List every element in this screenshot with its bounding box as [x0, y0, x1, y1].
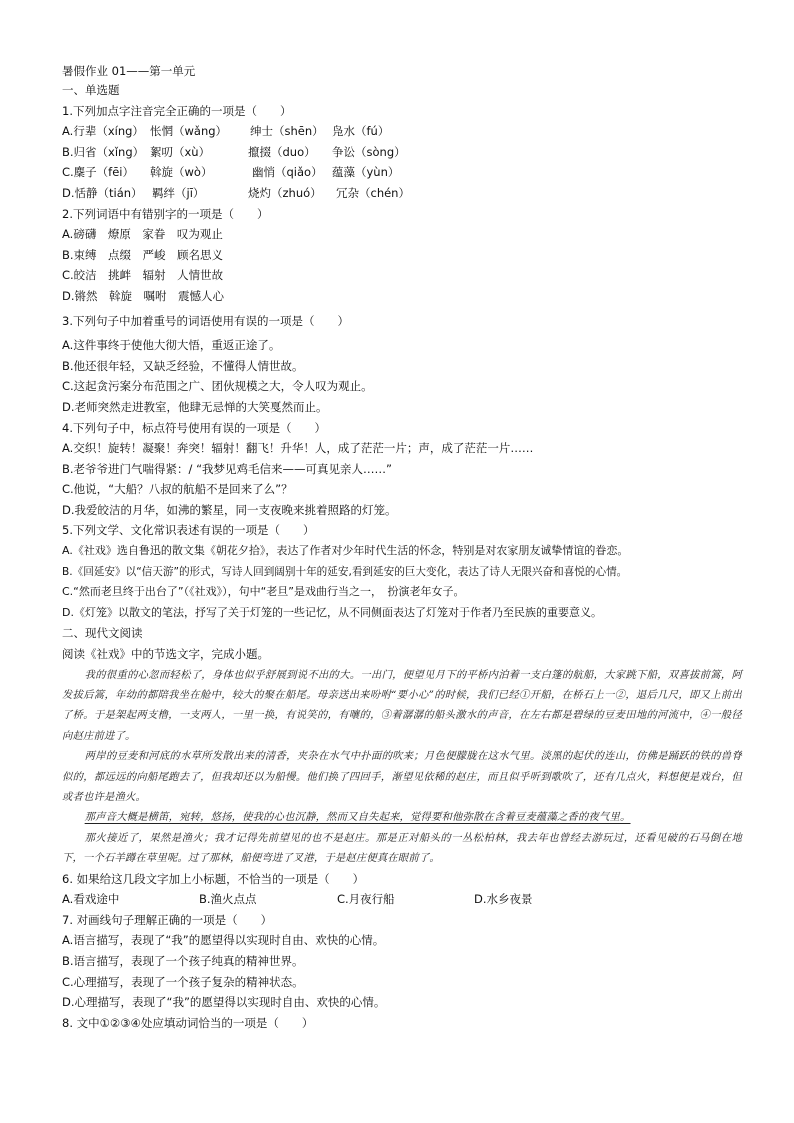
option-item: A.这件事终于使他大彻大悟，重返正途了。 — [62, 338, 281, 353]
question-2-stem: 2.下列词语中有错别字的一项是（ ） — [62, 206, 269, 221]
option-item: 绅士（shēn） — [250, 124, 324, 139]
option-item: D.恬静（tián） — [62, 185, 143, 200]
option-item: 幽悄（qiǎo） — [252, 165, 323, 180]
question-4-stem: 4.下列句子中，标点符号使用有误的一项是（ ） — [62, 420, 326, 435]
reading-passage — [62, 665, 742, 869]
passage-paragraph: 我的很重的心忽而轻松了，身体也似乎舒展到说不出的大。一出门，便望见月下的平桥内泊着一支白篷的航船，大家跳下船，双喜拔前篙，阿发拔后篙，年幼的都陪我坐在舱中，较大的聚在船尾。母亲送出来吩咐“要小心”的时候，我们已经①开船，在桥石上一②，退后几尺，即又上前出了桥。于是架起两支橹，一支两人，一里一换，有说笑的，有嚷的，③着潺潺的船头激水的声音，在左右都是碧绿的豆麦田地的河流中，④一般径向赵庄前进了。 — [62, 668, 742, 742]
option-item: C.心理描写，表现了一个孩子复杂的精神状态。 — [62, 974, 304, 989]
option-item: 攛掇（duo） — [248, 144, 316, 159]
option-item: 冗杂（chén） — [336, 185, 410, 200]
question-1-options — [62, 121, 742, 203]
option-item: C.他说，“大船？八叔的航船不是回来了么”？ — [62, 482, 293, 497]
section-heading-reading: 二、现代文阅读 — [62, 626, 143, 641]
question-3-stem: 3.下列句子中加着重号的词语使用有误的一项是（ ） — [62, 313, 349, 328]
section-heading-single-choice: 一、单选题 — [62, 83, 120, 97]
question-6-stem: 6. 如果给这几段文字加上小标题，不恰当的一项是（ ） — [62, 871, 365, 886]
option-item: C.月夜行船 — [337, 892, 395, 907]
option-item: C.皎洁 挑衅 辐射 人情世故 — [62, 268, 224, 283]
option-item: B.束缚 点缀 严峻 顾名思义 — [62, 247, 224, 262]
option-item: D.水乡夜景 — [474, 892, 533, 907]
reading-intro: 阅读《社戏》中的节选文字，完成小题。 — [62, 647, 269, 662]
option-item: 怅惘（wǎng） — [150, 124, 228, 139]
worksheet-title: 暑假作业 01——第一单元 — [62, 64, 196, 78]
option-item: D.我爱皎洁的月华，如沸的繁星，同一支夜晚来挑着照路的灯笼。 — [62, 502, 397, 517]
underlined-sentence: 那声音大概是横笛，宛转，悠扬，使我的心也沉静，然而又自失起来，觉得要和他弥散在含着豆麦蕴藻之香的夜气里。 — [84, 811, 631, 824]
question-7-stem: 7. 对画线句子理解正确的一项是（ ） — [62, 912, 273, 927]
option-item: B.老爷爷进门气喘得紧：/ “我梦见鸡毛信来——可真见亲人……” — [62, 461, 392, 476]
question-5-stem: 5.下列文学、文化常识表述有误的一项是（ ） — [62, 523, 315, 538]
option-item: 凫水（fú） — [332, 124, 390, 139]
passage-paragraph: 那火接近了，果然是渔火；我才记得先前望见的也不是赵庄。那是正对船头的一丛松柏林，我去年也曾经去游玩过，还看见破的石马倒在地下，一个石羊蹲在草里呢。过了那林，船便弯进了叉港，于是赵庄便真在眼前了。 — [62, 831, 742, 865]
option-item: A.磅礴 燎原 家眷 叹为观止 — [62, 227, 223, 242]
option-item: 烧灼（zhuó） — [248, 185, 322, 200]
option-item: C.这起贪污案分布范围之广、团伙规模之大，令人叹为观止。 — [62, 379, 373, 394]
passage-paragraph: 两岸的豆麦和河底的水草所发散出来的清香，夹杂在水气中扑面的吹来；月色便朦胧在这水气里。淡黑的起伏的连山，仿佛是踊跃的铁的兽脊似的，都远远的向船尾跑去了，但我却还以为船慢。他们换了四回手，渐望见依稀的赵庄，而且似乎听到歌吹了，还有几点火，料想便是戏台，但或者也许是渔火。 — [62, 750, 742, 804]
option-row — [62, 183, 742, 204]
option-item: D.老师突然走进教室，他肆无忌惮的大笑戛然而止。 — [62, 399, 328, 414]
option-item: B.《回延安》以“信天游”的形式，写诗人回到阔别十年的延安,看到延安的巨大变化，表达了诗人无限兴奋和喜悦的心情。 — [62, 565, 628, 578]
option-item: 蕴藻（yùn） — [332, 165, 400, 180]
worksheet-page — [62, 62, 742, 1033]
option-item: C.麇子（fēi） — [62, 165, 135, 180]
option-row — [62, 162, 742, 183]
option-item: 争讼（sòng） — [332, 144, 406, 159]
option-item: A.看戏途中 — [62, 892, 120, 907]
question-6-options — [62, 889, 742, 910]
question-1-stem: 1.下列加点字注音完全正确的一项是（ ） — [62, 103, 292, 118]
option-row — [62, 121, 742, 142]
option-item: D.心理描写，表现了“我”的愿望得以实现时自由、欢快的心情。 — [62, 995, 386, 1010]
option-item: A.《社戏》选自鲁迅的散文集《朝花夕拾》，表达了作者对少年时代生活的怀念，特别是对农家朋友诚挚情谊的眷恋。 — [62, 544, 629, 558]
option-item: A.行辈（xíng） — [62, 124, 144, 139]
option-item: B.语言描写，表现了一个孩子纯真的精神世界。 — [62, 954, 304, 969]
option-item: 斡旋（wò） — [150, 165, 213, 180]
option-row — [62, 142, 742, 163]
option-item: B.渔火点点 — [199, 892, 257, 907]
option-item: B.他还很年轻，又缺乏经验，不懂得人情世故。 — [62, 358, 304, 373]
passage-paragraph-underlined — [62, 807, 742, 827]
option-item: 羁绊（jī） — [152, 185, 205, 200]
option-item: B.归省（xǐng） — [62, 144, 145, 159]
option-item: A.语言描写，表现了“我”的愿望得以实现时自由、欢快的心情。 — [62, 933, 385, 948]
option-item: D.《灯笼》以散文的笔法，抒写了关于灯笼的一些记忆，从不同侧面表达了灯笼对于作者乃至民族的重要意义。 — [62, 605, 602, 619]
option-item: D.锵然 斡旋 嘱咐 震憾人心 — [62, 288, 225, 303]
option-item: 絮叨（xù） — [150, 144, 211, 159]
option-item: A.交织！旋转！凝聚！奔突！辐射！翻飞！升华！人，成了茫茫一片；声，成了茫茫一片…… — [62, 441, 534, 456]
question-8-stem: 8. 文中①②③④处应填动词恰当的一项是（ ） — [62, 1015, 314, 1030]
option-item: C.“然而老旦终于出台了”（《社戏》），句中“老旦”是戏曲行当之一， 扮演老年女子。 — [62, 585, 465, 599]
